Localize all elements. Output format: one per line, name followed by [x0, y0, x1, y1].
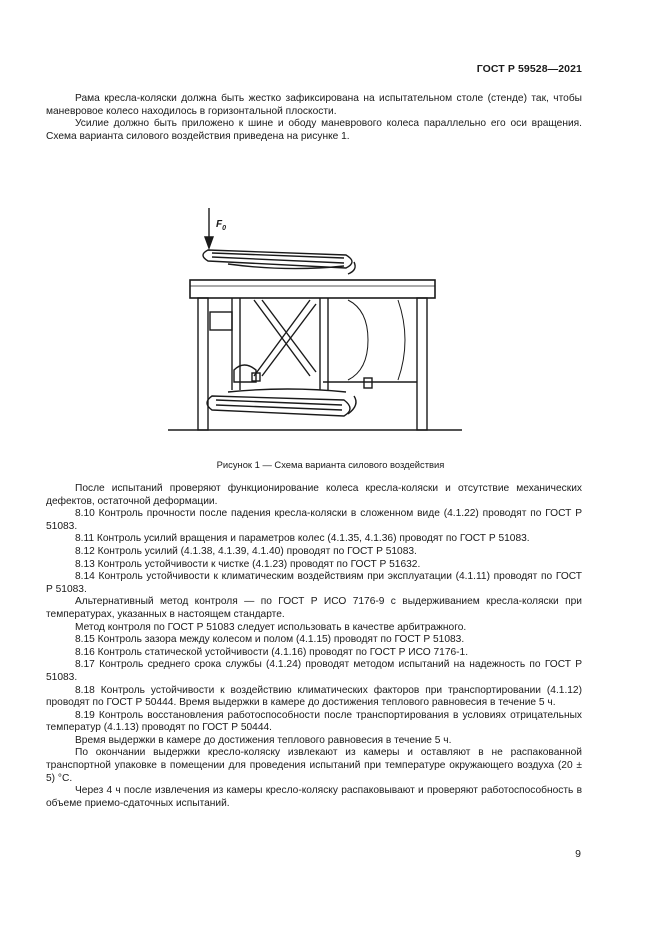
- force-subscript: 0: [222, 225, 227, 232]
- paragraph: По окончании выдержки кресло-коляску извлекают из камеры и оставляют в не распакованной транспортной упаковке в помещении для проведения испытаний при температуре окружающего воздуха (20 ± 5) °С.: [46, 747, 582, 784]
- paragraph: После испытаний проверяют функционирование колеса кресла-коляски и отсутствие механических дефектов, остаточной деформации.: [46, 483, 582, 507]
- document-header: ГОСТ Р 59528—2021: [476, 63, 582, 75]
- paragraph: 8.16 Контроль статической устойчивости (4.1.16) проводят по ГОСТ Р ИСО 7176-1.: [75, 646, 469, 658]
- paragraph: 8.13 Контроль устойчивости к чистке (4.1.23) проводят по ГОСТ Р 51632.: [75, 558, 421, 570]
- paragraph: 8.11 Контроль усилий вращения и параметров колес (4.1.35, 4.1.36) проводят по ГОСТ Р 51083.: [75, 533, 530, 545]
- paragraph: Усилие должно быть приложено к шине и ободу маневрового колеса параллельно его оси вращения. Схема варианта силового воздействия приведена на рисунке 1.: [46, 118, 582, 142]
- paragraph: 8.19 Контроль восстановления работоспособности после транспортирования в условиях отрицательных температур (4.1.13) проводят по ГОСТ Р 50444.: [46, 709, 582, 734]
- paragraph: 8.17 Контроль среднего срока службы (4.1.24) проводят методом испытаний на надежность по ГОСТ Р 51083.: [46, 659, 582, 683]
- paragraph: 8.14 Контроль устойчивости к климатическим воздействиям при эксплуатации (4.1.11) проводят по ГОСТ Р 51083.: [46, 571, 582, 595]
- paragraph: Время выдержки в камере до достижения теплового равновесия в течение 5 ч.: [75, 734, 452, 746]
- paragraph: Альтернативный метод контроля — по ГОСТ Р ИСО 7176-9 с выдерживанием кресла-коляски при температурах, указанных в настоящем стандарте.: [46, 596, 582, 620]
- intro-text: [46, 93, 582, 143]
- force-symbol: F: [216, 219, 223, 230]
- figure-1-diagram: [168, 200, 462, 435]
- paragraph: Через 4 ч после извлечения из камеры кресло-коляску распаковывают и проверяют работоспособность в объеме приемо-сдаточных испытаний.: [46, 785, 582, 809]
- paragraph: 8.10 Контроль прочности после падения кресла-коляски в сложенном виде (4.1.22) проводят по ГОСТ Р 51083.: [46, 508, 582, 532]
- paragraph: 8.18 Контроль устойчивости к воздействию климатических факторов при транспортировании (4.1.12) проводят по ГОСТ Р 50444. Время выдержки в камере до достижения теплового равновесия в течение 5 ч.: [46, 684, 582, 709]
- page-number: 9: [575, 848, 581, 860]
- paragraph: 8.15 Контроль зазора между колесом и полом (4.1.15) проводят по ГОСТ Р 51083.: [75, 634, 465, 646]
- paragraph: Рама кресла-коляски должна быть жестко зафиксирована на испытательном столе (стенде) так, чтобы маневровое колесо находилось в горизонтальной плоскости.: [46, 93, 582, 117]
- paragraph: 8.12 Контроль усилий (4.1.38, 4.1.39, 4.1.40) проводят по ГОСТ Р 51083.: [75, 545, 417, 557]
- force-label: [216, 219, 226, 232]
- figure-caption: Рисунок 1 — Схема варианта силового воздействия: [216, 459, 445, 470]
- paragraph: Метод контроля по ГОСТ Р 51083 следует использовать в качестве арбитражного.: [75, 621, 467, 633]
- main-text: [46, 483, 582, 810]
